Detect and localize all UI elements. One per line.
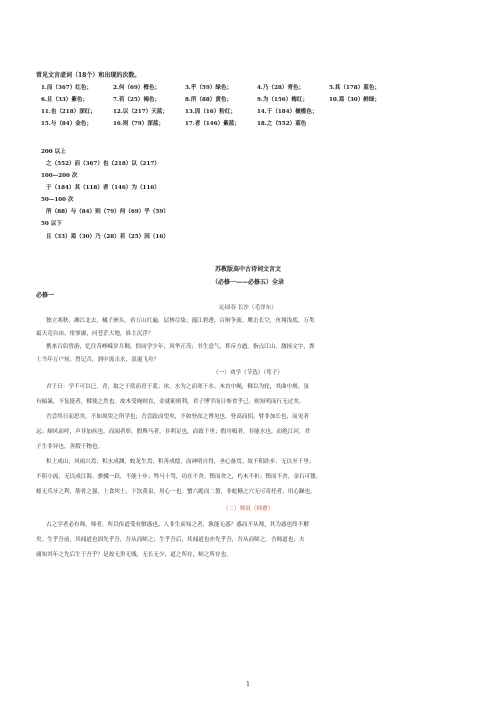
essay-line: 有槁暴，不复挺者，輮使之然也。故木受绳则直，金就砺则利，君子博学而日参省乎己，则知明而行无过矣。 (36, 399, 305, 405)
essay-line: 吾尝终日而思矣，不如须臾之所学也；吾尝跂而望矣，不如登高之博见也。登高而招，臂非加长也，而见者 (46, 414, 309, 420)
poem-line: 携来百侣曾游，忆往昔峥嵘岁月稠。恰同学少年，风华正茂；书生意气，挥斥方遒。指点江山，激扬文字，粪 (46, 344, 315, 350)
essay-line: 子生非异也，善假于物也。 (36, 444, 104, 450)
legend-item: 1.而（367）红色； (41, 85, 93, 91)
essay-line: 庸知其年之先后生于吾乎？是故无贵无贱，无长无少，道之所存，师之所存也。 (36, 552, 232, 558)
freq-group-3: 所（88）与（84）则（79）何（69）乎（59） (46, 209, 169, 215)
essay-line: 不积小流，无以成江海。骐骥一跃，不能十步；驽马十驾，功在不舍。锲而舍之，朽木不折；锲而不舍，金石可镂。 (36, 474, 322, 480)
legend-item: 15.与（84）金色； (41, 121, 93, 127)
legend-item: 16.则（79）深蓝； (113, 121, 165, 127)
header-title: 常见文言虚词（18个）和出现的次数。 (36, 72, 141, 79)
freq-group-3-heading: 50—100 次 (41, 197, 74, 203)
legend-item: 17.者（146）紫蓝； (185, 121, 240, 127)
legend-item: 9.为（156）梅红； (257, 97, 309, 103)
legend-item: 3.乎（59）绿色； (185, 85, 233, 91)
freq-group-4-heading: 50 以下 (41, 221, 62, 227)
essay-title: （二）师说（韩愈） (222, 506, 274, 512)
freq-group-1-heading: 200 以上 (41, 149, 66, 155)
legend-item: 12.以（217）天蓝； (113, 109, 168, 115)
freq-group-1: 之（552）而（367）也（218）以（217） (46, 161, 160, 167)
essay-line: 古之学者必有师。师者，所以传道受业解惑也。人非生而知之者，孰能无惑？惑而不从师，其为惑也终不解 (46, 522, 309, 528)
section-title: 苏教版高中古诗词文言文 (214, 266, 281, 273)
legend-item: 8.所（88）黄色； (185, 97, 233, 103)
section-label: 必修一 (36, 292, 55, 299)
legend-row-2 (41, 96, 380, 104)
legend-item: 5.其（178）蓝色； (329, 85, 381, 91)
poem-line: 霜天竞自由。怅寥廓，问苍茫大地，谁主沉浮？ (36, 331, 154, 337)
legend-row-1 (41, 84, 380, 92)
legend-item: 7.若（25）褐色； (113, 97, 161, 103)
legend-item: 13.因（16）粉红； (185, 109, 237, 115)
essay-line: 积土成山，风雨兴焉；积水成渊，蛟龙生焉；积善成德，而神明自得，圣心备焉。故不积跬步，无以至千里； (46, 459, 315, 465)
poem-line: 土当年万户侯。曾记否，到中流击水，浪遏飞舟？ (36, 357, 160, 363)
legend-item: 18.之（552）蓝色 (257, 121, 307, 127)
freq-group-4: 且（33）焉（30）乃（28）若（25）因（16） (46, 234, 169, 240)
essay-line: 矣。生乎吾前，其闻道也固先乎吾，吾从而师之；生乎吾后，其闻道也亦先乎吾，吾从而师之。吾师道也，夫 (36, 537, 305, 543)
essay-line: 远；顺风而呼，声非加疾也，而闻者彰。假舆马者，非利足也，而致千里；假舟楫者，非能水也，而绝江河。君 (36, 429, 311, 435)
poem-title: 沁园春 长沙（毛泽东） (219, 305, 277, 311)
poem-line: 独立寒秋，湘江北去，橘子洲头。看万山红遍，层林尽染；漫江碧透，百舸争流。鹰击长空，鱼翔浅底，万类 (46, 318, 315, 324)
legend-row-4 (41, 120, 306, 128)
legend-item: 4.乃（28）青色； (257, 85, 305, 91)
legend-item: 2.何（69）橙色； (113, 85, 161, 91)
essay-title: （一）劝学（节选）（荀子） (213, 370, 283, 376)
section-subtitle: （必修一——必修五）全录 (211, 279, 284, 286)
page-number: 1 (246, 681, 250, 688)
essay-line: 蚓无爪牙之利，筋骨之强，上食埃土，下饮黄泉，用心一也。蟹六跪而二螯，非蛇鳝之穴无可寄托者，用心躁也。 (36, 489, 316, 495)
essay-line: 君子曰：学不可以已。青，取之于蓝而青于蓝；冰，水为之而寒于水。木直中绳，輮以为轮，其曲中规。虽 (46, 384, 309, 390)
legend-item: 14.于（184）橄榄色； (257, 109, 318, 115)
legend-item: 11.也（218）深红； (41, 109, 96, 115)
legend-item: 10.焉（30）鲜绿； (329, 97, 381, 103)
freq-group-2-heading: 100—200 次 (41, 173, 78, 179)
freq-group-2: 于（184）其（118）者（146）为（116） (46, 185, 160, 191)
legend-row-3 (41, 108, 318, 116)
legend-item: 6.且（33）紫色； (41, 97, 89, 103)
